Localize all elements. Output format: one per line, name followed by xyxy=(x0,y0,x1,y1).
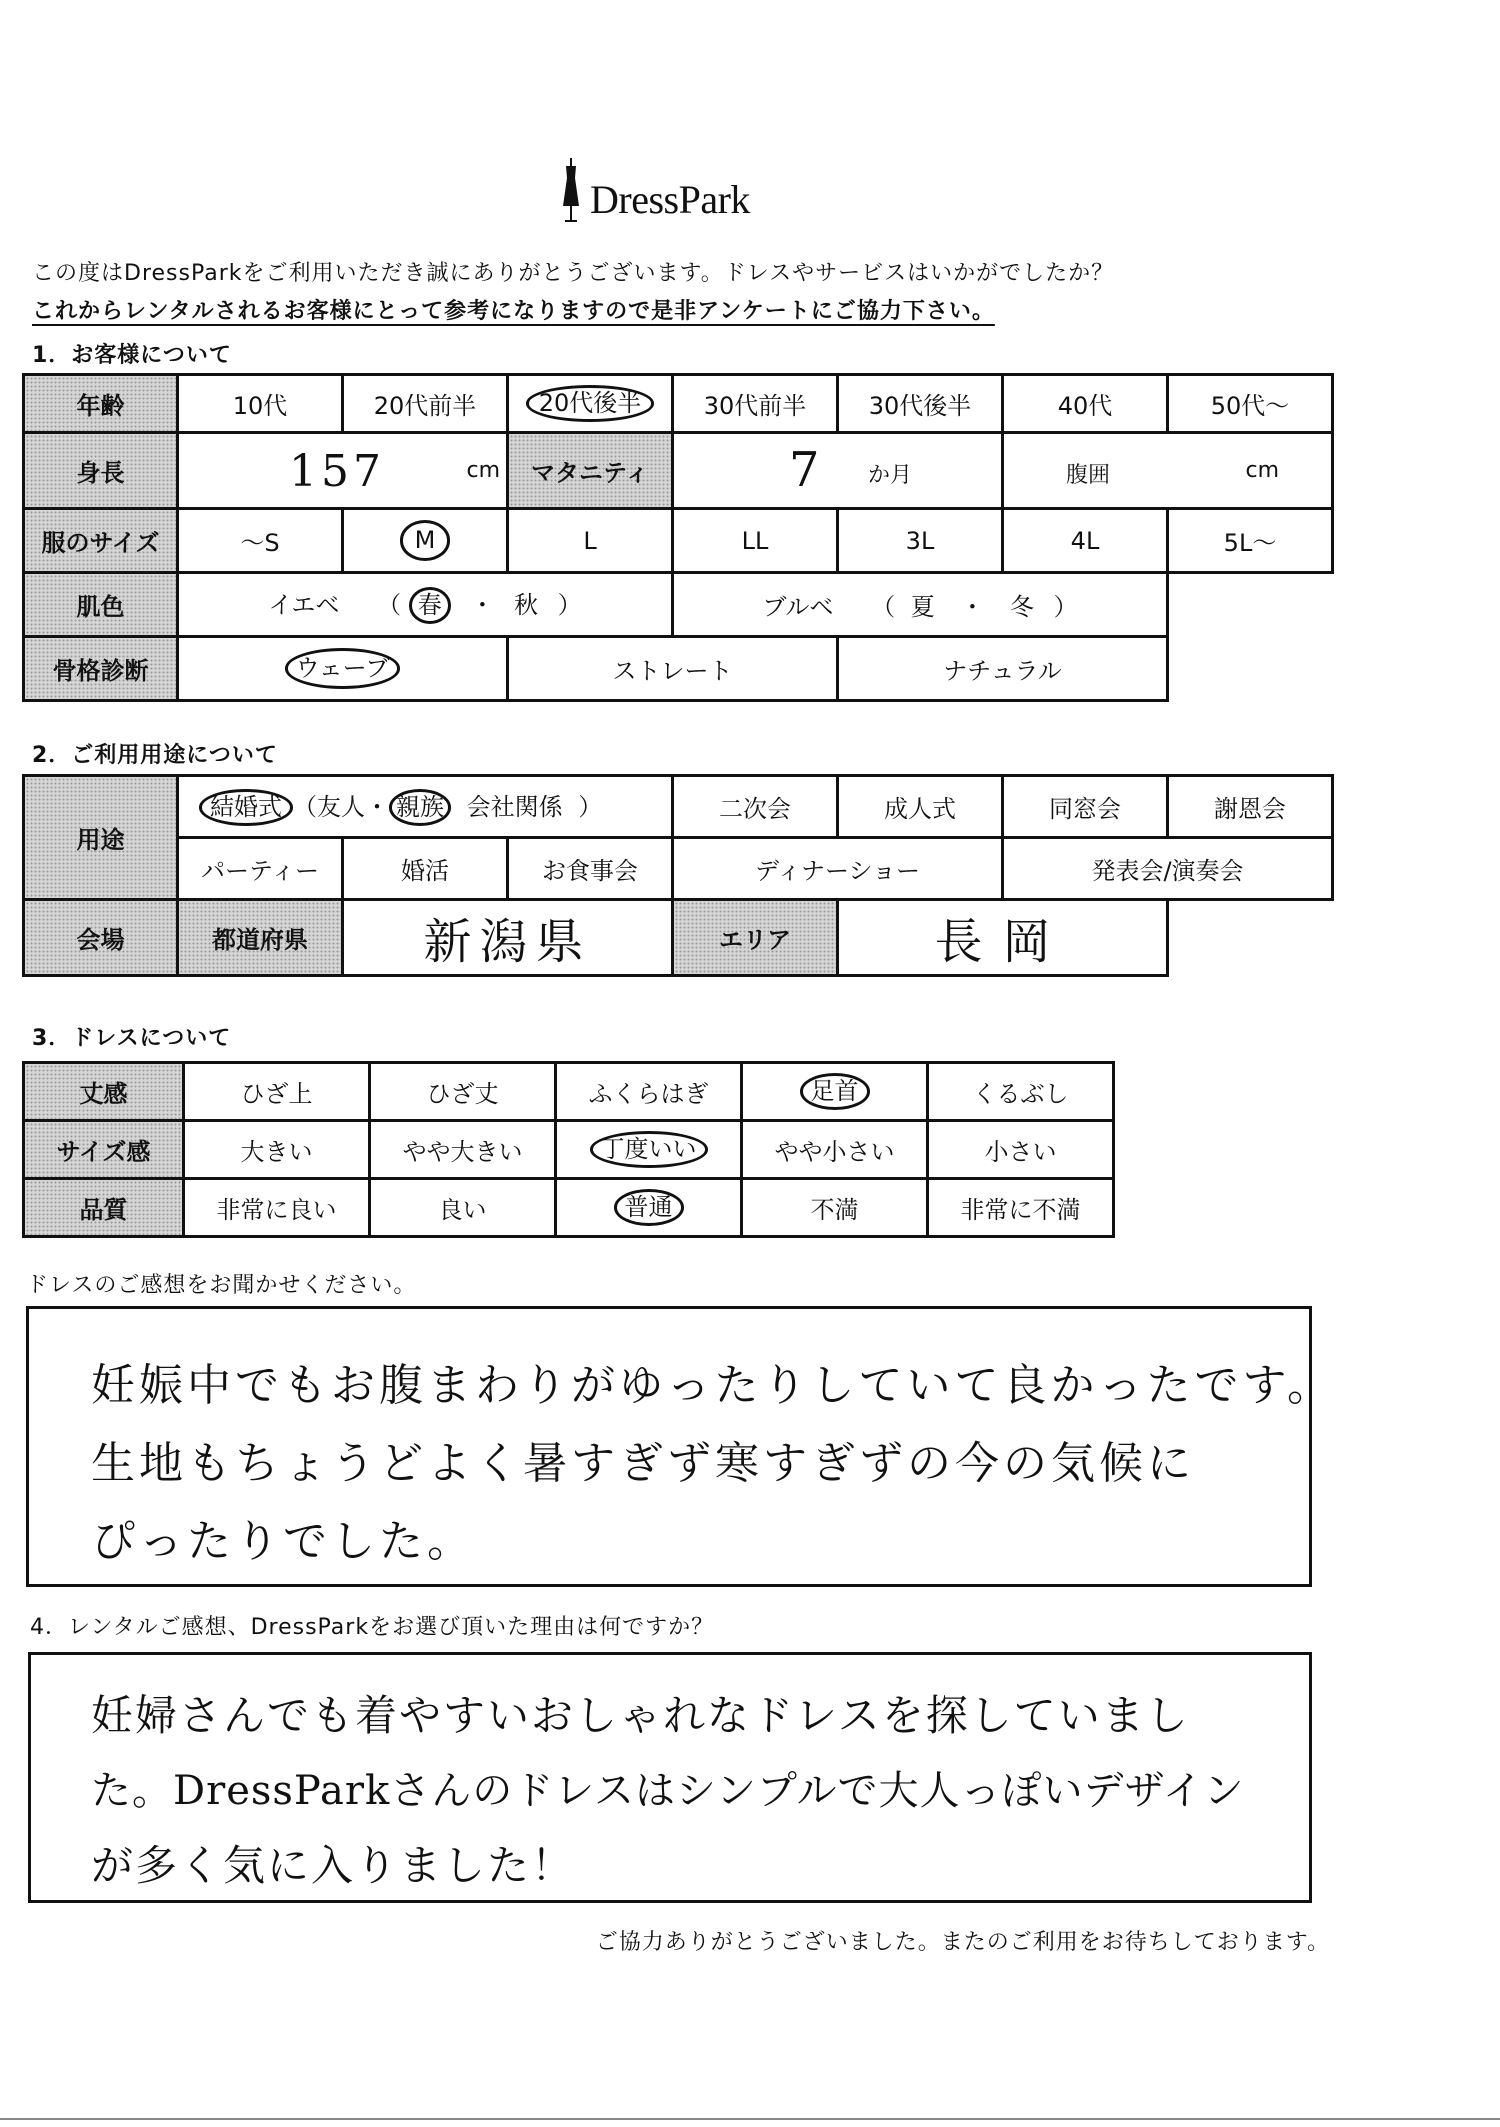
maternity-unit: か月 xyxy=(868,463,913,488)
height-value: 157 xyxy=(289,446,385,497)
maternity-label: マタニティ xyxy=(508,433,673,509)
paren-close: ） xyxy=(578,793,603,822)
dress-option[interactable]: ふくらはぎ xyxy=(556,1063,742,1121)
customer-table xyxy=(22,373,1334,702)
answer-line: 妊婦さんでも着やすいおしゃれなドレスを探していまし xyxy=(91,1691,1190,1740)
blue-base-text: ブルベ xyxy=(762,593,834,621)
company-option[interactable]: 会社関係 xyxy=(466,793,563,822)
answer-line: 生地もちょうどよく暑すぎず寒すぎずの今の気候に xyxy=(91,1438,1195,1489)
age-option[interactable]: 30代後半 xyxy=(838,375,1003,433)
dress-icon xyxy=(560,158,582,224)
dress-option[interactable]: 非常に不満 xyxy=(928,1179,1114,1237)
logo-text: DressPark xyxy=(590,177,750,222)
impressions-question: ドレスのご感想をお聞かせください。 xyxy=(26,1273,417,1298)
paren-open: （ xyxy=(377,591,402,620)
separator-dot: ・ xyxy=(365,793,389,822)
usage-table xyxy=(22,774,1334,977)
age-option[interactable]: 30代前半 xyxy=(673,375,838,433)
wedding-selected[interactable]: 結婚式 xyxy=(199,789,293,825)
selection-circle: 丁度いい xyxy=(590,1131,708,1167)
blue-base-option[interactable] xyxy=(673,573,1168,637)
dress-option[interactable]: 良い xyxy=(370,1179,556,1237)
size-option[interactable]: 4L xyxy=(1003,509,1168,573)
frame-label: 骨格診断 xyxy=(24,637,178,701)
dress-option-selected[interactable] xyxy=(556,1121,742,1179)
dress-option[interactable]: 非常に良い xyxy=(184,1179,370,1237)
paren-open: （ xyxy=(871,593,896,621)
yellow-base-text: イエベ xyxy=(268,591,340,620)
paren-close: ） xyxy=(1053,593,1078,621)
dress-option[interactable]: ひざ丈 xyxy=(370,1063,556,1121)
dress-row-label: 品質 xyxy=(24,1179,184,1237)
purpose-option[interactable]: 発表会/演奏会 xyxy=(1003,838,1333,900)
yellow-base-option[interactable] xyxy=(178,573,673,637)
selection-circle: M xyxy=(400,520,451,560)
height-label: 身長 xyxy=(24,433,178,509)
age-option[interactable]: 10代 xyxy=(178,375,343,433)
venue-label: 会場 xyxy=(24,900,178,976)
purpose-option[interactable]: ディナーショー xyxy=(673,838,1003,900)
waist-field[interactable] xyxy=(1003,433,1333,509)
selection-circle: ウェーブ xyxy=(285,648,401,688)
dress-row-label: サイズ感 xyxy=(24,1121,184,1179)
purpose-option[interactable]: パーティー xyxy=(178,838,343,900)
size-option[interactable]: LL xyxy=(673,509,838,573)
height-row xyxy=(24,433,1333,509)
size-label: 服のサイズ xyxy=(24,509,178,573)
size-row xyxy=(24,509,1333,573)
age-option[interactable]: 50代〜 xyxy=(1168,375,1333,433)
waist-unit: cm xyxy=(1245,458,1279,483)
dress-option[interactable]: やや大きい xyxy=(370,1121,556,1179)
section-3-title: 3．ドレスについて xyxy=(32,1026,232,1051)
dress-option[interactable]: ひざ上 xyxy=(184,1063,370,1121)
purpose-row-2 xyxy=(24,838,1333,900)
age-option[interactable]: 40代 xyxy=(1003,375,1168,433)
dress-row xyxy=(24,1063,1114,1121)
spring-option-selected[interactable]: 春 xyxy=(409,587,451,623)
skin-label: 肌色 xyxy=(24,573,178,637)
purpose-label: 用途 xyxy=(24,776,178,900)
dress-option[interactable]: 小さい xyxy=(928,1121,1114,1179)
maternity-value: 7 xyxy=(789,442,820,498)
answer-line: 妊娠中でもお腹まわりがゆったりしていて良かったです。 xyxy=(91,1360,1336,1411)
purpose-option[interactable]: 婚活 xyxy=(343,838,508,900)
autumn-option[interactable]: 秋 xyxy=(513,591,538,620)
winter-option[interactable]: 冬 xyxy=(1009,593,1034,621)
intro-request: これからレンタルされるお客様にとって参考になりますので是非アンケートにご協力下さい。 xyxy=(32,299,995,324)
size-option[interactable]: 5L〜 xyxy=(1168,509,1333,573)
age-option[interactable]: 20代前半 xyxy=(343,375,508,433)
friend-option[interactable]: 友人 xyxy=(317,793,365,822)
purpose-option[interactable]: 謝恩会 xyxy=(1168,776,1333,838)
age-label: 年齢 xyxy=(24,375,178,433)
section-4-title: 4．レンタルご感想、DressParkをお選び頂いた理由は何ですか？ xyxy=(30,1615,715,1640)
empty-cell xyxy=(1168,900,1333,976)
skin-row xyxy=(24,573,1333,637)
prefecture-value[interactable]: 新潟県 xyxy=(343,900,673,976)
maternity-field[interactable] xyxy=(673,433,1003,509)
reason-answer-box[interactable] xyxy=(28,1652,1312,1903)
separator-dot: ・ xyxy=(470,591,495,620)
dress-option[interactable]: 不満 xyxy=(742,1179,928,1237)
dress-row xyxy=(24,1121,1114,1179)
size-option[interactable]: L xyxy=(508,509,673,573)
age-option-selected[interactable] xyxy=(508,375,673,433)
age-row xyxy=(24,375,1333,433)
answer-line: が多く気に入りました！ xyxy=(91,1841,576,1890)
waist-label: 腹囲 xyxy=(1066,463,1111,488)
dress-table xyxy=(22,1061,1115,1238)
purpose-option[interactable]: 成人式 xyxy=(838,776,1003,838)
dress-row xyxy=(24,1179,1114,1237)
dress-option[interactable]: 大きい xyxy=(184,1121,370,1179)
separator-dot: ・ xyxy=(960,593,985,621)
family-selected[interactable]: 親族 xyxy=(389,789,451,825)
selection-circle: 普通 xyxy=(614,1189,684,1225)
scan-edge-line xyxy=(0,2118,1500,2120)
purpose-row-1 xyxy=(24,776,1333,838)
empty-cell xyxy=(1168,573,1333,637)
purpose-option[interactable]: お食事会 xyxy=(508,838,673,900)
dress-option[interactable]: やや小さい xyxy=(742,1121,928,1179)
purpose-option[interactable]: 二次会 xyxy=(673,776,838,838)
footer-thanks: ご協力ありがとうございました。またのご利用をお待ちしております。 xyxy=(595,1930,1330,1955)
section-1-title: 1．お客様について xyxy=(32,343,232,368)
section-2-title: 2．ご利用用途について xyxy=(32,743,278,768)
dresspark-logo xyxy=(560,158,800,228)
prefecture-label: 都道府県 xyxy=(178,900,343,976)
summer-option[interactable]: 夏 xyxy=(910,593,935,621)
frame-option-selected[interactable] xyxy=(178,637,508,701)
venue-row xyxy=(24,900,1333,976)
frame-option[interactable]: ストレート xyxy=(508,637,838,701)
selection-circle: 20代後半 xyxy=(526,385,655,421)
answer-line: ぴったりでした。 xyxy=(91,1516,475,1567)
wedding-option[interactable] xyxy=(178,776,673,838)
frame-option[interactable]: ナチュラル xyxy=(838,637,1168,701)
area-value[interactable]: 長岡 xyxy=(838,900,1168,976)
paren-open: （ xyxy=(293,793,317,822)
dress-row-label: 丈感 xyxy=(24,1063,184,1121)
size-option[interactable]: 3L xyxy=(838,509,1003,573)
purpose-option[interactable]: 同窓会 xyxy=(1003,776,1168,838)
answer-line: た。DressParkさんのドレスはシンプルで大人っぽいデザイン xyxy=(91,1768,1245,1814)
dress-option-selected[interactable] xyxy=(556,1179,742,1237)
size-option[interactable]: 〜S xyxy=(178,509,343,573)
size-option-selected[interactable] xyxy=(343,509,508,573)
height-field[interactable] xyxy=(178,433,508,509)
selection-circle: 足首 xyxy=(800,1073,870,1109)
empty-cell xyxy=(1168,637,1333,701)
area-label: エリア xyxy=(673,900,838,976)
dress-option-selected[interactable] xyxy=(742,1063,928,1121)
paren-close: ） xyxy=(557,591,582,620)
intro-text: この度はDressParkをご利用いただき誠にありがとうございます。ドレスやサービスはいかがでしたか？ xyxy=(32,261,1115,286)
height-unit: cm xyxy=(466,458,500,483)
dress-option[interactable]: くるぶし xyxy=(928,1063,1114,1121)
impressions-answer-box[interactable] xyxy=(26,1306,1336,1587)
frame-row xyxy=(24,637,1333,701)
